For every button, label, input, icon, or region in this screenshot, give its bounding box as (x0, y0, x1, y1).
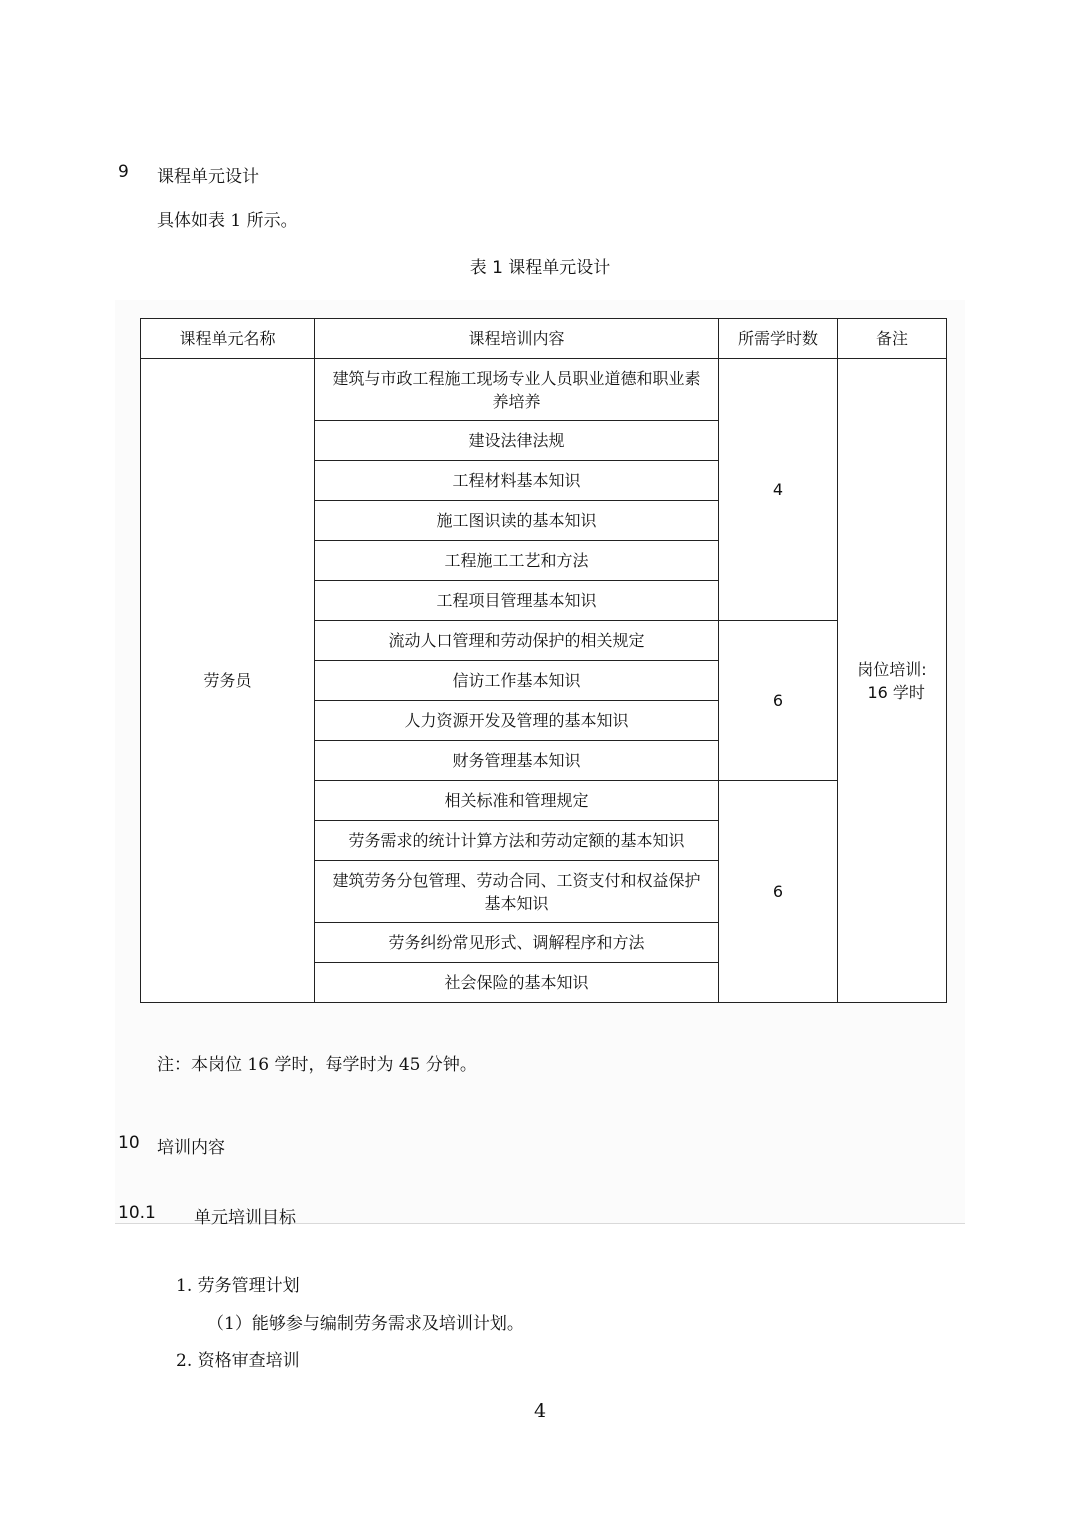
list-item-2: 2. 资格审查培训 (176, 1351, 300, 1371)
hours-cell: 4 (719, 359, 838, 621)
list-item-1-1: （1）能够参与编制劳务需求及培训计划。 (207, 1314, 524, 1334)
content-cell: 劳务需求的统计计算方法和劳动定额的基本知识 (315, 821, 719, 861)
content-cell: 工程施工工艺和方法 (315, 541, 719, 581)
content-cell: 人力资源开发及管理的基本知识 (315, 701, 719, 741)
content-cell: 社会保险的基本知识 (315, 963, 719, 1003)
remark-line-2: 16 学时 (867, 682, 925, 702)
header-remark: 备注 (838, 319, 947, 359)
content-cell: 相关标准和管理规定 (315, 781, 719, 821)
intro-text: 具体如表 1 所示。 (157, 211, 298, 231)
table-note: 注：本岗位 16 学时，每学时为 45 分钟。 (157, 1055, 477, 1075)
table-header-row (141, 319, 947, 359)
header-unit-name: 课程单元名称 (141, 319, 315, 359)
content-cell: 流动人口管理和劳动保护的相关规定 (315, 621, 719, 661)
header-content: 课程培训内容 (315, 319, 719, 359)
course-unit-table (140, 318, 947, 1003)
content-cell: 建筑劳务分包管理、劳动合同、工资支付和权益保护基本知识 (315, 861, 719, 923)
hours-cell: 6 (719, 781, 838, 1003)
remark-line-1: 岗位培训: (857, 659, 927, 679)
section-9-title: 课程单元设计 (157, 167, 259, 187)
list-item-1: 1. 劳务管理计划 (176, 1276, 300, 1296)
page-number: 4 (533, 1400, 547, 1422)
table-row (141, 359, 947, 421)
content-cell: 施工图识读的基本知识 (315, 501, 719, 541)
content-cell: 劳务纠纷常见形式、调解程序和方法 (315, 923, 719, 963)
section-10-1-number: 10.1 (118, 1203, 156, 1223)
section-10-1-title: 单元培训目标 (194, 1208, 296, 1228)
table-caption: 表 1 课程单元设计 (469, 258, 611, 278)
hours-cell: 6 (719, 621, 838, 781)
content-cell: 财务管理基本知识 (315, 741, 719, 781)
remark-cell (838, 359, 947, 1003)
content-cell: 建筑与市政工程施工现场专业人员职业道德和职业素养培养 (315, 359, 719, 421)
content-cell: 信访工作基本知识 (315, 661, 719, 701)
section-10-number: 10 (118, 1133, 140, 1153)
content-cell: 建设法律法规 (315, 421, 719, 461)
header-hours: 所需学时数 (719, 319, 838, 359)
content-cell: 工程项目管理基本知识 (315, 581, 719, 621)
unit-name-cell: 劳务员 (141, 359, 315, 1003)
content-cell: 工程材料基本知识 (315, 461, 719, 501)
section-10-title: 培训内容 (157, 1138, 225, 1158)
section-9-number: 9 (118, 162, 129, 182)
